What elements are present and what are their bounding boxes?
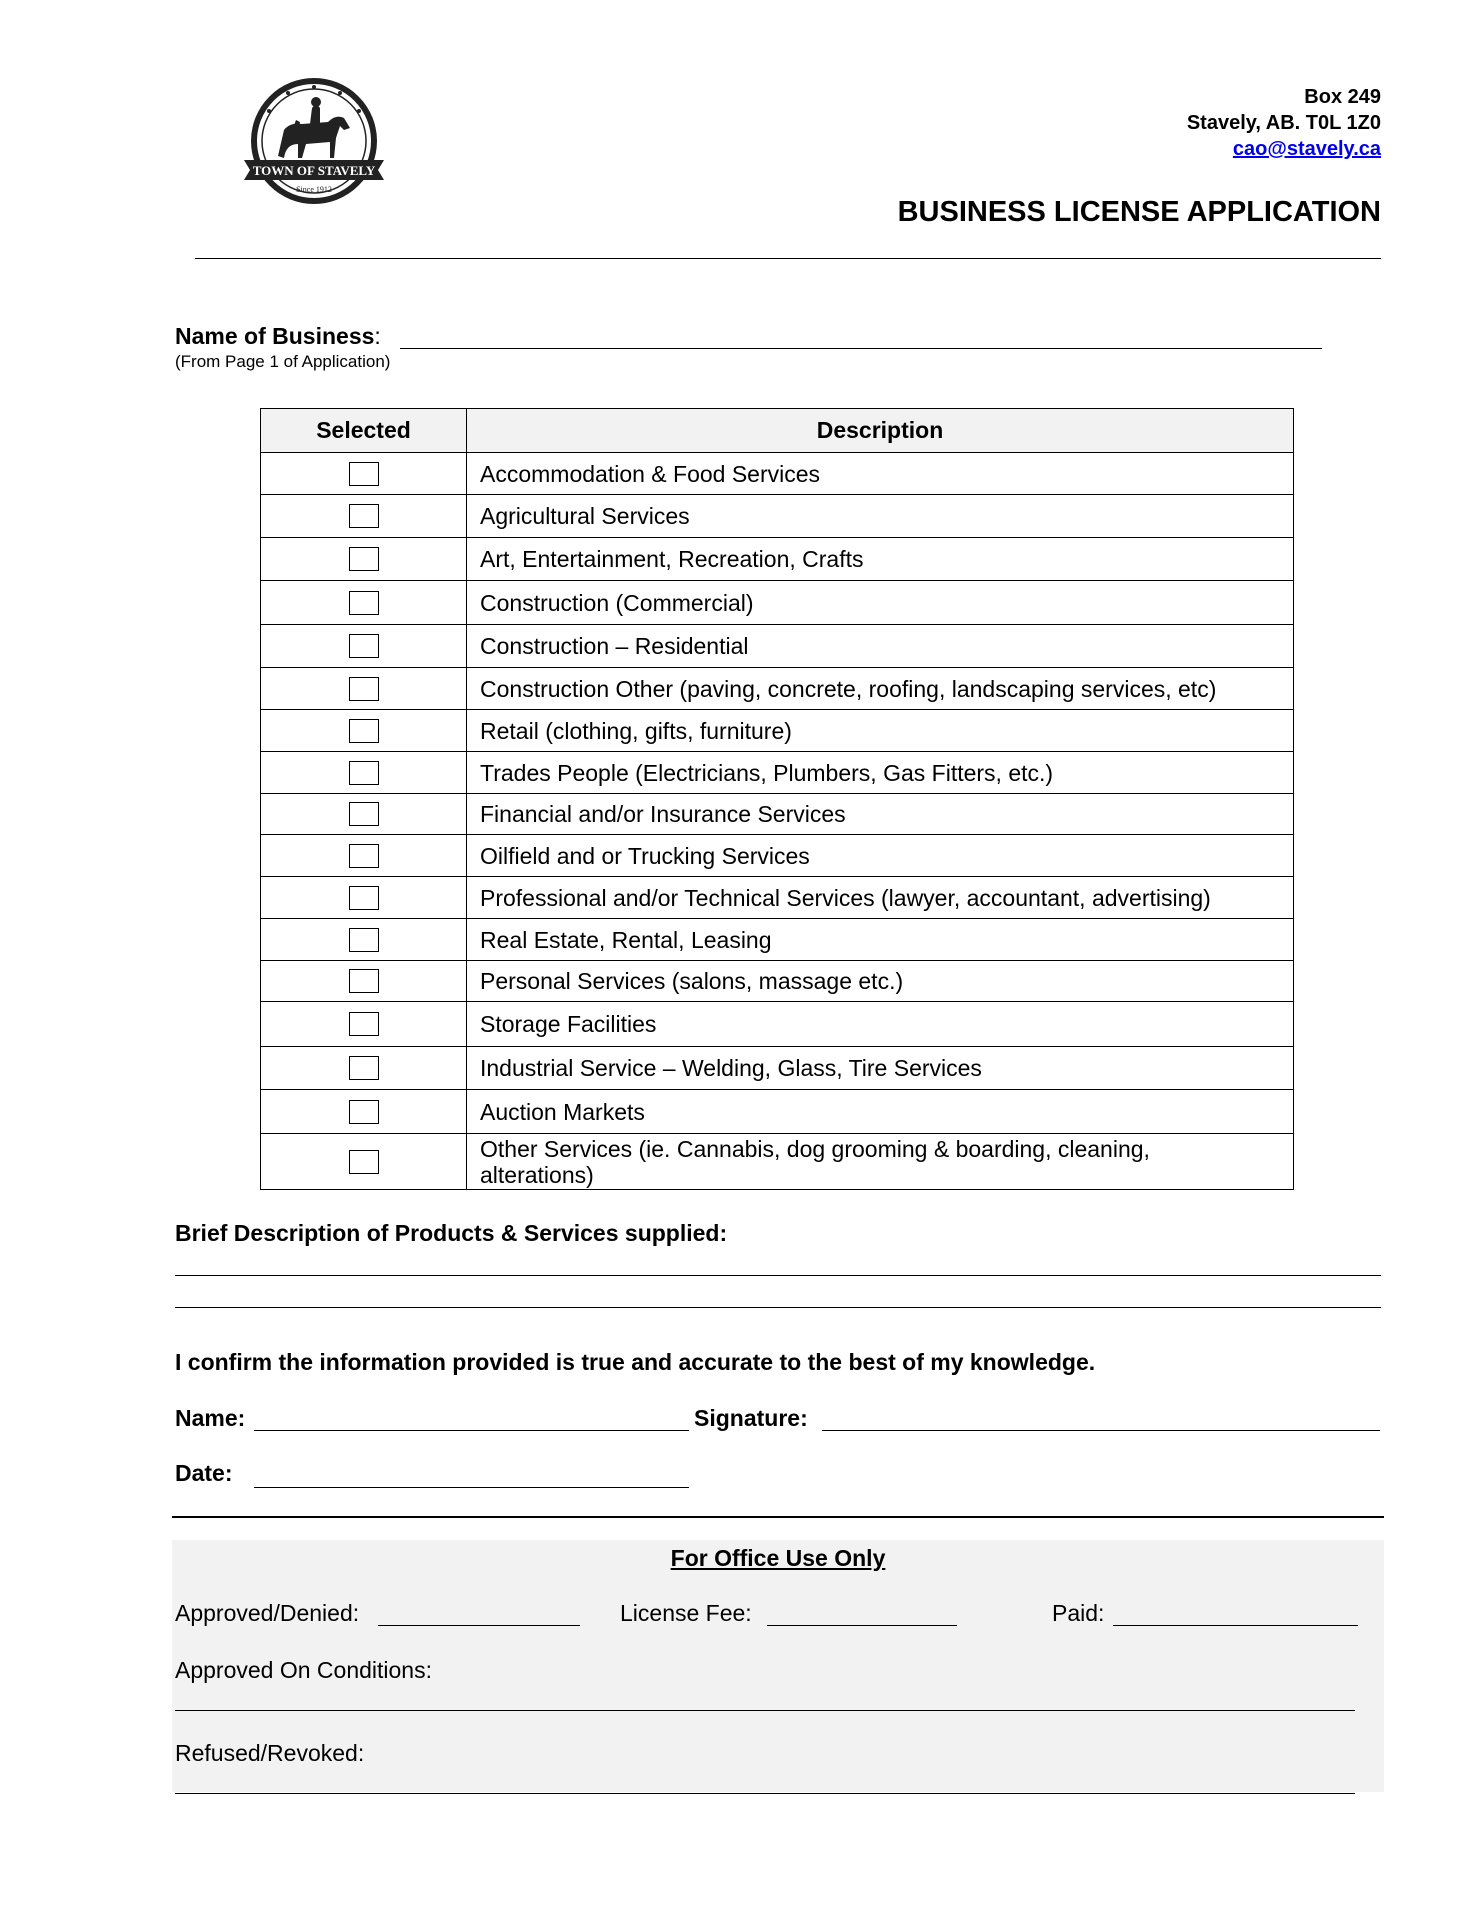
- table-row: [261, 835, 1294, 877]
- table-row: [261, 919, 1294, 961]
- table-row: [261, 538, 1294, 581]
- category-description: Accommodation & Food Services: [467, 453, 1294, 495]
- office-divider: [172, 1516, 1384, 1518]
- category-description: Construction Other (paving, concrete, roofing, landscaping services, etc): [467, 668, 1294, 710]
- table-row: [261, 710, 1294, 752]
- category-checkbox[interactable]: [349, 504, 379, 528]
- name-label: Name:: [175, 1405, 246, 1431]
- table-row: [261, 1090, 1294, 1134]
- category-description: Financial and/or Insurance Services: [467, 794, 1294, 835]
- table-row: [261, 495, 1294, 538]
- category-description: Retail (clothing, gifts, furniture): [467, 710, 1294, 752]
- category-table: [260, 408, 1294, 1190]
- category-description: Construction (Commercial): [467, 581, 1294, 625]
- category-checkbox[interactable]: [349, 462, 379, 486]
- table-row: [261, 877, 1294, 919]
- paid-field[interactable]: [1113, 1625, 1358, 1626]
- business-name-colon: :: [374, 323, 381, 349]
- category-checkbox[interactable]: [349, 761, 379, 785]
- category-description: Storage Facilities: [467, 1002, 1294, 1047]
- category-checkbox[interactable]: [349, 1056, 379, 1080]
- table-row: [261, 1134, 1294, 1190]
- confirmation-statement: I confirm the information provided is true and accurate to the best of my knowledge.: [175, 1349, 1096, 1375]
- category-checkbox[interactable]: [349, 928, 379, 952]
- category-description: Auction Markets: [467, 1090, 1294, 1134]
- table-row: [261, 1047, 1294, 1090]
- license-fee-field[interactable]: [767, 1625, 957, 1626]
- date-field[interactable]: [254, 1487, 689, 1488]
- conditions-label: Approved On Conditions:: [175, 1657, 432, 1683]
- category-description: Industrial Service – Welding, Glass, Tire Services: [467, 1047, 1294, 1090]
- category-checkbox[interactable]: [349, 844, 379, 868]
- category-description: Professional and/or Technical Services (lawyer, accountant, advertising): [467, 877, 1294, 919]
- conditions-field[interactable]: [175, 1710, 1355, 1711]
- email-link[interactable]: cao@stavely.ca: [1232, 138, 1381, 160]
- signature-label: Signature:: [694, 1405, 808, 1431]
- table-row: [261, 752, 1294, 794]
- signature-field[interactable]: [822, 1430, 1380, 1431]
- header-selected: Selected: [261, 409, 467, 453]
- category-description: Oilfield and or Trucking Services: [467, 835, 1294, 877]
- approved-denied-field[interactable]: [378, 1625, 580, 1626]
- table-row: [261, 581, 1294, 625]
- town-logo: [240, 78, 388, 208]
- approved-denied-label: Approved/Denied:: [175, 1600, 360, 1626]
- category-checkbox[interactable]: [349, 802, 379, 826]
- date-label: Date:: [175, 1460, 233, 1486]
- category-checkbox[interactable]: [349, 1100, 379, 1124]
- table-row: [261, 668, 1294, 710]
- category-checkbox[interactable]: [349, 547, 379, 571]
- category-description: Trades People (Electricians, Plumbers, Gas Fitters, etc.): [467, 752, 1294, 794]
- table-row: [261, 453, 1294, 495]
- category-description: Personal Services (salons, massage etc.): [467, 961, 1294, 1002]
- category-checkbox[interactable]: [349, 634, 379, 658]
- category-checkbox[interactable]: [349, 719, 379, 743]
- category-checkbox[interactable]: [349, 1012, 379, 1036]
- license-fee-label: License Fee:: [620, 1600, 752, 1626]
- table-row: [261, 625, 1294, 668]
- business-name-field[interactable]: [400, 348, 1322, 349]
- brief-description-line-1[interactable]: [175, 1275, 1381, 1276]
- refused-revoked-field[interactable]: [175, 1793, 1355, 1794]
- category-description: Art, Entertainment, Recreation, Crafts: [467, 538, 1294, 581]
- header-description: Description: [467, 409, 1294, 453]
- business-name-label-text: Name of Business: [175, 323, 375, 349]
- document-title: BUSINESS LICENSE APPLICATION: [897, 196, 1381, 228]
- category-description: Real Estate, Rental, Leasing: [467, 919, 1294, 961]
- table-row: [261, 794, 1294, 835]
- logo-since-text: Since 1912: [296, 185, 332, 194]
- name-field[interactable]: [254, 1430, 689, 1431]
- address-box: Box 249: [1304, 86, 1381, 108]
- table-row: [261, 961, 1294, 1002]
- category-description: Other Services (ie. Cannabis, dog grooming & boarding, cleaning, alterations): [467, 1134, 1294, 1190]
- category-checkbox[interactable]: [349, 886, 379, 910]
- header-divider: [195, 258, 1381, 259]
- refused-revoked-label: Refused/Revoked:: [175, 1740, 365, 1766]
- logo-banner-text: TOWN OF STAVELY: [252, 163, 376, 178]
- category-description: Construction – Residential: [467, 625, 1294, 668]
- table-row: [261, 1002, 1294, 1047]
- category-checkbox[interactable]: [349, 591, 379, 615]
- table-header-row: [261, 409, 1294, 453]
- brief-description-label: Brief Description of Products & Services supplied:: [175, 1220, 728, 1246]
- office-use-title: For Office Use Only: [670, 1545, 886, 1571]
- paid-label: Paid:: [1052, 1600, 1105, 1626]
- category-description: Agricultural Services: [467, 495, 1294, 538]
- business-name-note: (From Page 1 of Application): [175, 352, 391, 371]
- category-checkbox[interactable]: [349, 1150, 379, 1174]
- category-checkbox[interactable]: [349, 677, 379, 701]
- category-checkbox[interactable]: [349, 969, 379, 993]
- business-name-label: [175, 323, 381, 350]
- brief-description-line-2[interactable]: [175, 1307, 1381, 1308]
- address-city: Stavely, AB. T0L 1Z0: [1186, 112, 1381, 134]
